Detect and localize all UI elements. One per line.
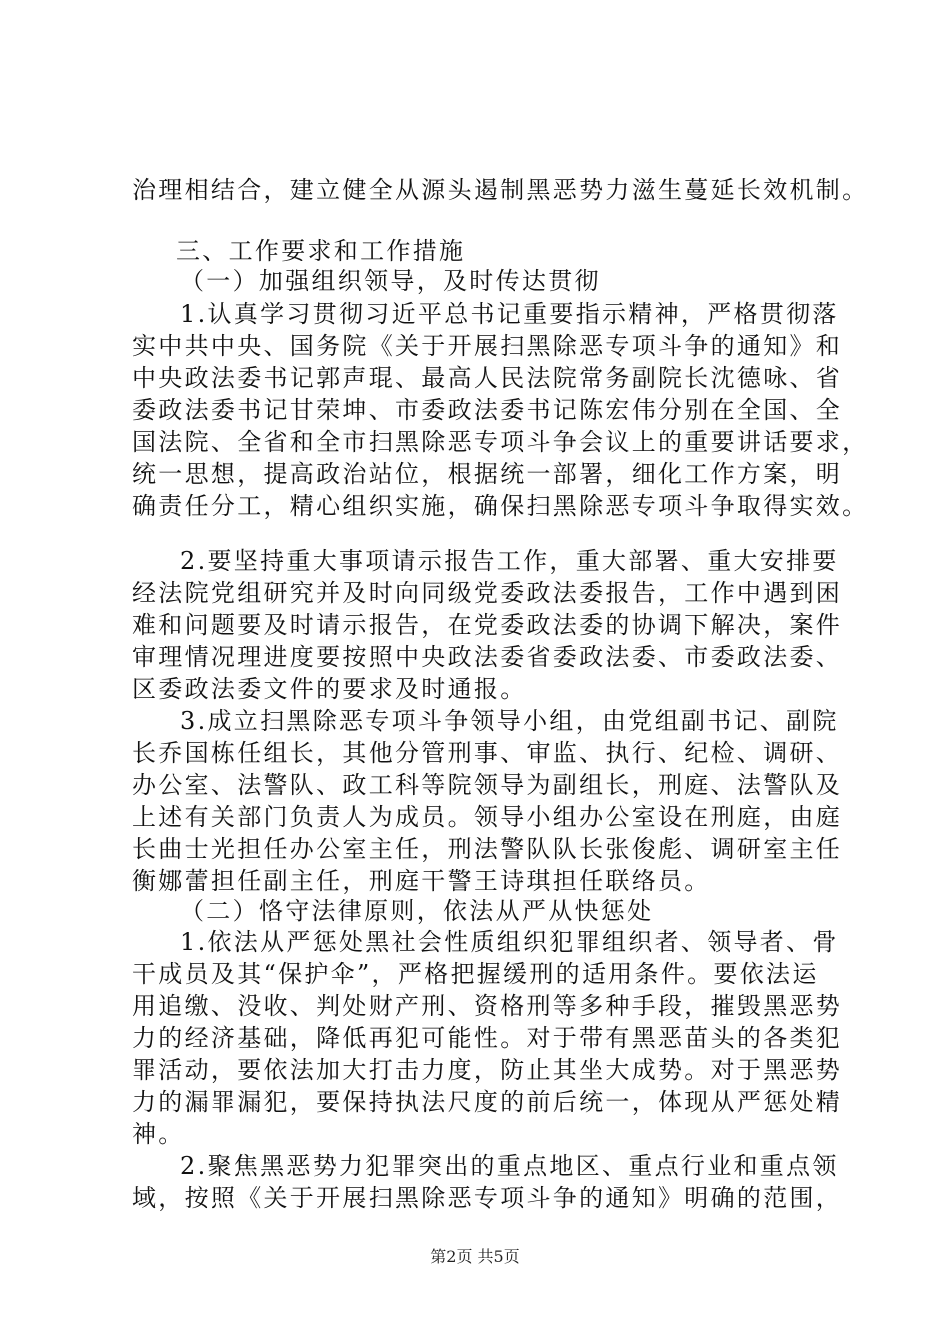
paragraph-line: 3.成立扫黑除恶专项斗争领导小组，由党组副书记、副院: [180, 707, 839, 735]
paragraph-line: 1.认真学习贯彻习近平总书记重要指示精神，严格贯彻落: [180, 300, 839, 328]
paragraph-line: 1.依法从严惩处黑社会性质组织犯罪组织者、领导者、骨: [180, 928, 839, 956]
section-heading: 三、工作要求和工作措施: [176, 237, 466, 265]
paragraph-line: 办公室、法警队、政工科等院领导为副组长，刑庭、法警队及: [132, 771, 843, 799]
paragraph-line: 长乔国栋任组长，其他分管刑事、审监、执行、纪检、调研、: [132, 739, 843, 767]
paragraph-line: 区委政法委文件的要求及时通报。: [132, 675, 527, 703]
page-number-footer: 第2页 共5页: [430, 1247, 520, 1266]
paragraph-line: 2.聚焦黑恶势力犯罪突出的重点地区、重点行业和重点领: [180, 1152, 839, 1180]
paragraph-line: 难和问题要及时请示报告，在党委政法委的协调下解决，案件: [132, 611, 843, 639]
paragraph-line: 用追缴、没收、判处财产刑、资格刑等多种手段，摧毁黑恶势: [132, 992, 843, 1020]
paragraph-line: 实中共中央、国务院《关于开展扫黑除恶专项斗争的通知》和: [132, 332, 843, 360]
subsection-heading: （一）加强组织领导，及时传达贯彻: [180, 267, 601, 295]
paragraph-line: 审理情况理进度要按照中央政法委省委政法委、市委政法委、: [132, 643, 843, 671]
paragraph-line: 干成员及其“保护伞”，严格把握缓刑的适用条件。要依法运: [132, 960, 819, 988]
paragraph-line: 治理相结合，建立健全从源头遏制黑恶势力滋生蔓延长效机制。: [132, 176, 869, 204]
paragraph-line: 域，按照《关于开展扫黑除恶专项斗争的通知》明确的范围，: [132, 1184, 843, 1212]
subsection-heading: （二）恪守法律原则，依法从严从快惩处: [180, 897, 654, 925]
paragraph-line: 力的漏罪漏犯，要保持执法尺度的前后统一，体现从严惩处精: [132, 1088, 843, 1116]
paragraph-line: 确责任分工，精心组织实施，确保扫黑除恶专项斗争取得实效。: [132, 492, 869, 520]
paragraph-line: 2.要坚持重大事项请示报告工作，重大部署、重大安排要: [180, 547, 839, 575]
paragraph-line: 委政法委书记甘荣坤、市委政法委书记陈宏伟分别在全国、全: [132, 396, 843, 424]
paragraph-line: 罪活动，要依法加大打击力度，防止其坐大成势。对于黑恶势: [132, 1056, 843, 1084]
paragraph-line: 中央政法委书记郭声琨、最高人民法院常务副院长沈德咏、省: [132, 364, 843, 392]
paragraph-line: 衡娜蕾担任副主任，刑庭干警王诗琪担任联络员。: [132, 867, 711, 895]
paragraph-line: 统一思想，提高政治站位，根据统一部署，细化工作方案，明: [132, 460, 843, 488]
paragraph-line: 神。: [132, 1120, 185, 1148]
paragraph-line: 国法院、全省和全市扫黑除恶专项斗争会议上的重要讲话要求，: [132, 428, 869, 456]
paragraph-line: 长曲士光担任办公室主任，刑法警队队长张俊彪、调研室主任: [132, 835, 843, 863]
paragraph-line: 力的经济基础，降低再犯可能性。对于带有黑恶苗头的各类犯: [132, 1024, 843, 1052]
paragraph-line: 经法院党组研究并及时向同级党委政法委报告，工作中遇到困: [132, 579, 843, 607]
paragraph-line: 上述有关部门负责人为成员。领导小组办公室设在刑庭，由庭: [132, 803, 843, 831]
